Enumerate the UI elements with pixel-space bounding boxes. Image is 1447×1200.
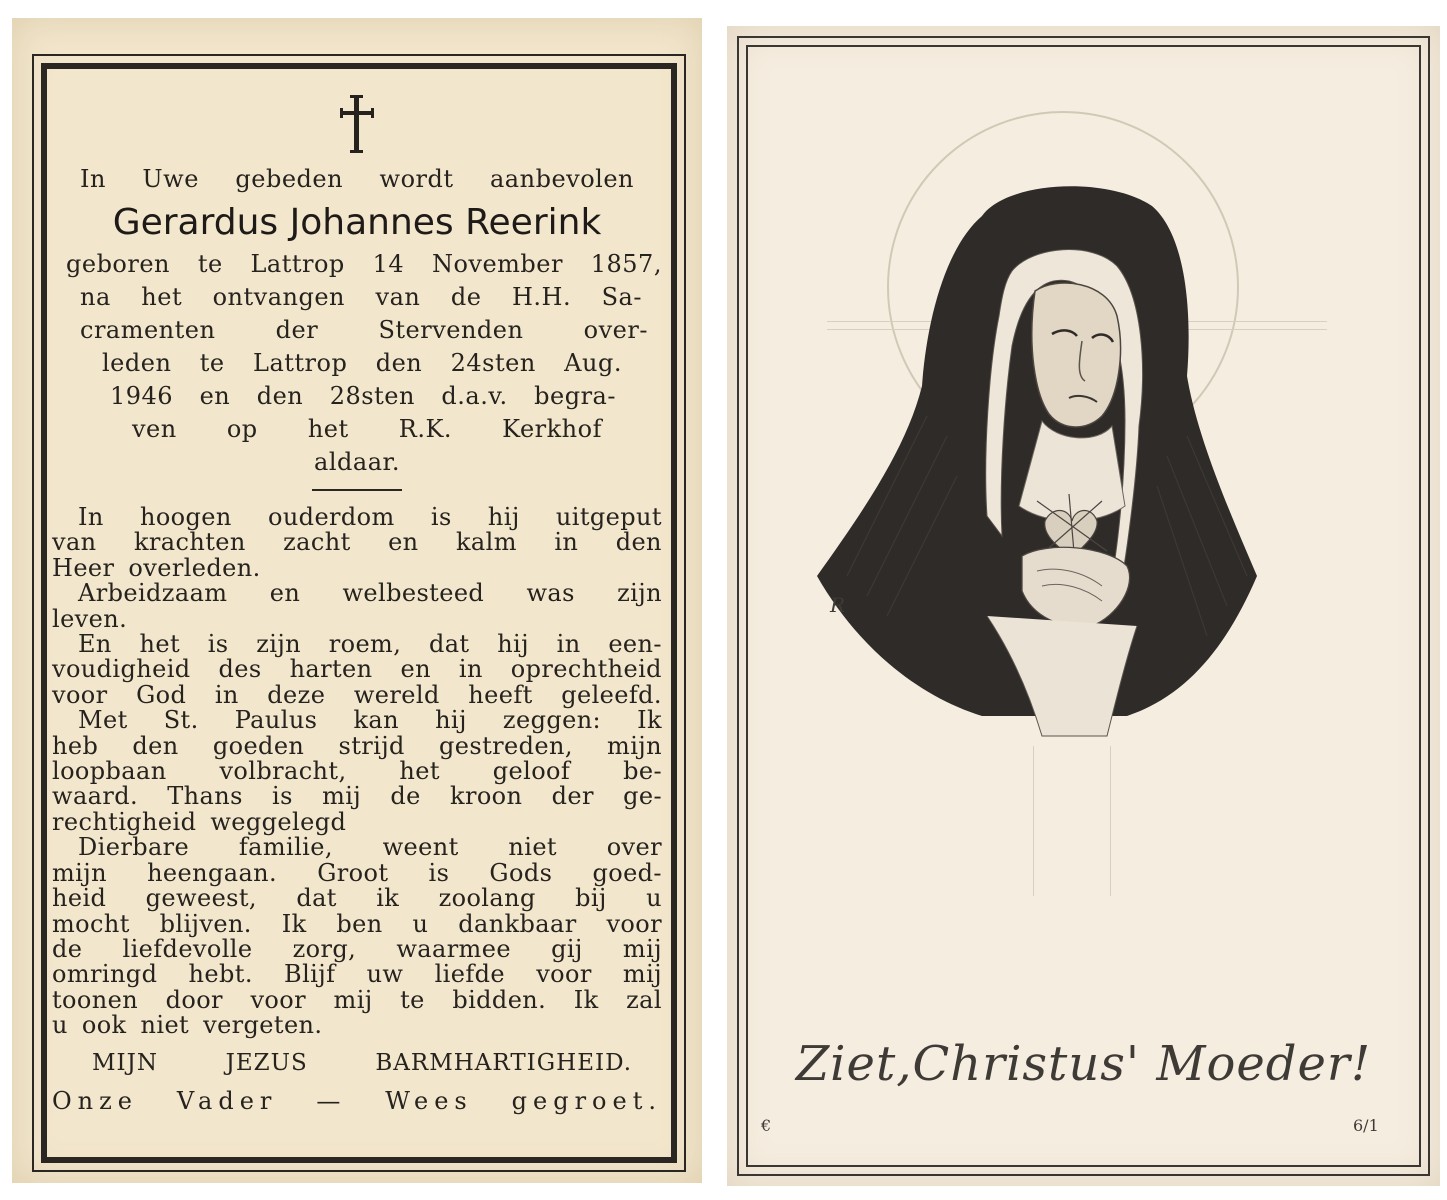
life-details [52, 248, 662, 446]
eulogy-line: toonen door voor mij te bidden. Ik zal [52, 985, 662, 1014]
eulogy-line: mijn heengaan. Groot is Gods goed- [52, 858, 662, 887]
life-details-last-line: aldaar. [314, 448, 400, 476]
eulogy-line: Heer overleden. [52, 553, 261, 582]
life-details-line: geboren te Lattrop 14 November 1857, [66, 250, 662, 278]
eulogy-text [52, 505, 662, 1039]
madonna-illustration [807, 176, 1307, 776]
eulogy-line: leven. [52, 604, 128, 633]
cross-icon [337, 93, 377, 155]
card-text [52, 73, 662, 1118]
eulogy-line: heb den goeden strijd gestreden, mijn [52, 731, 662, 760]
eulogy-line: In hoogen ouderdom is hij uitgeput [78, 503, 662, 531]
deceased-name: Gerardus Johannes Reerink [112, 202, 602, 243]
eulogy-line: loopbaan volbracht, het geloof be- [52, 757, 662, 786]
eulogy-line: mocht blijven. Ik ben u dankbaar voor [52, 909, 662, 938]
card-caption: Ziet,Christus' Moeder! [795, 1036, 1372, 1092]
intro-line: In Uwe gebeden wordt aanbevolen [80, 165, 634, 193]
life-details-line: ven op het R.K. Kerkhof [132, 415, 602, 443]
eulogy-line: voor God in deze wereld heeft geleefd. [52, 680, 662, 709]
eulogy-line: rechtigheid weggelegd [52, 807, 347, 836]
publisher-mark: € [761, 1116, 772, 1135]
eulogy-line: omringd hebt. Blijf uw liefde voor mij [52, 960, 662, 989]
eulogy-line: heid geweest, dat ik zoolang bij u [52, 884, 662, 913]
life-details-line: na het ontvangen van de H.H. Sa- [80, 283, 642, 311]
eulogy-line: u ook niet vergeten. [52, 1011, 323, 1040]
divider [312, 489, 402, 491]
prayers-line: Onze Vader — Wees gegroet. [52, 1086, 662, 1115]
mourning-card-text-side [12, 18, 702, 1183]
eulogy-line: de liefdevolle zorg, waarmee gij mij [52, 934, 662, 963]
card-number: 6/1 [1353, 1116, 1379, 1135]
eulogy-line: van krachten zacht en kalm in den [52, 528, 662, 557]
eulogy-line: Dierbare familie, weent niet over [78, 833, 662, 862]
life-details-line: leden te Lattrop den 24sten Aug. [102, 349, 622, 377]
life-details-line: cramenten der Stervenden over- [80, 316, 648, 344]
life-details-line: 1946 en den 28sten d.a.v. begra- [110, 382, 616, 410]
eulogy-line: Arbeidzaam en welbesteed was zijn [78, 579, 662, 608]
mourning-card-image-side [727, 26, 1440, 1186]
artist-monogram: R [830, 593, 846, 617]
invocation: MIJN JEZUS BARMHARTIGHEID. [92, 1049, 632, 1076]
eulogy-line: En het is zijn roem, dat hij in een- [78, 630, 662, 659]
eulogy-line: Met St. Paulus kan hij zeggen: Ik [78, 706, 662, 735]
eulogy-line: waard. Thans is mij de kroon der ge- [52, 782, 662, 811]
eulogy-line: voudigheid des harten en in oprechtheid [52, 655, 662, 684]
